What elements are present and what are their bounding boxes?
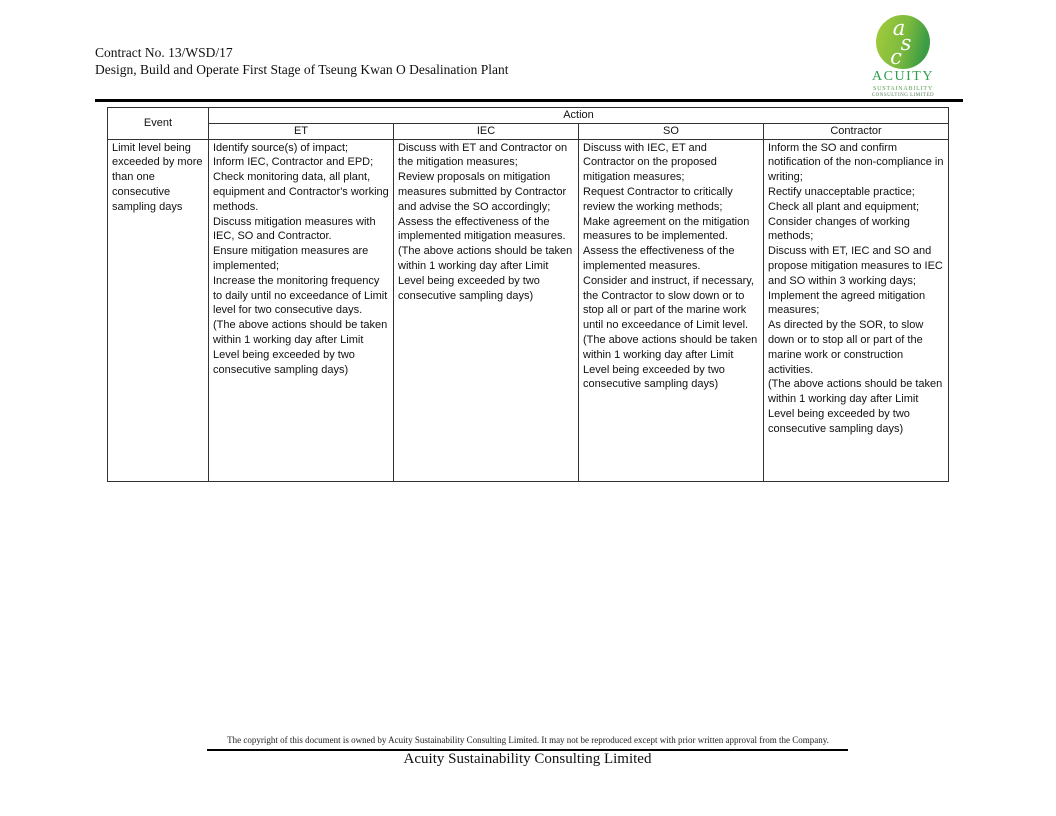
action-item: Ensure mitigation measures are implemented; — [213, 245, 369, 272]
logo-letter-s: s — [900, 31, 912, 55]
action-item: (The above actions should be taken within 1 working day after Limit Level being exceeded by two consecutive sampling days) — [398, 245, 573, 302]
project-title: Design, Build and Operate First Stage of Tseung Kwan O Desalination Plant — [95, 62, 509, 77]
logo-wordmark: ACUITY — [872, 69, 934, 84]
action-item: Discuss with IEC, ET and Contractor on the proposed mitigation measures; — [583, 141, 717, 184]
action-item: Request Contractor to critically review the working methods; — [583, 185, 733, 213]
action-item: Check all plant and equipment; — [768, 200, 920, 213]
acuity-logo — [866, 13, 940, 98]
et-actions-cell — [209, 139, 394, 481]
contract-number: Contract No. 13/WSD/17 — [95, 45, 233, 60]
action-item: (The above actions should be taken within 1 working day after Limit Level being exceeded by two consecutive sampling days) — [583, 333, 758, 391]
action-item: As directed by the SOR, to slow down or to stop all or part of the marine work or construction activities. — [768, 319, 924, 376]
so-actions-cell — [579, 139, 764, 481]
table-header-row-2 — [108, 123, 949, 139]
action-item: Check monitoring data, all plant, equipment and Contractor's working methods. — [213, 171, 389, 213]
header-divider-rule — [95, 99, 963, 102]
action-item: Consider changes of working methods; — [768, 215, 910, 243]
action-item: Implement the agreed mitigation measures; — [768, 289, 926, 317]
table-header-row-1 — [108, 108, 949, 124]
action-item: Inform the SO and confirm notification of the non-compliance in writing; — [768, 141, 944, 184]
column-header-action: Action — [209, 108, 949, 124]
copyright-notice: The copyright of this document is owned by Acuity Sustainability Consulting Limited. It may not be reproduced except with prior written approval from the Company. — [227, 735, 829, 745]
action-item: Increase the monitoring frequency to daily until no exceedance of Limit level for two consecutive days. — [213, 274, 388, 317]
table-row — [108, 139, 949, 481]
logo-letter-a: a — [892, 16, 906, 40]
action-item: (The above actions should be taken within 1 working day after Limit Level being exceeded by two consecutive sampling days) — [768, 378, 943, 435]
action-item: Inform IEC, Contractor and EPD; — [213, 156, 374, 169]
action-item: Rectify unacceptable practice; — [768, 185, 915, 198]
logo-subtitle-sustainability: SUSTAINABILITY — [872, 86, 934, 92]
event-cell: Limit level being exceeded by more than one consecutive sampling days — [108, 139, 209, 481]
action-item: Discuss mitigation measures with IEC, SO and Contractor. — [213, 215, 376, 243]
action-item: (The above actions should be taken within 1 working day after Limit Level being exceeded by two consecutive sampling days) — [213, 319, 388, 376]
column-header-iec: IEC — [394, 123, 579, 139]
column-header-event: Event — [108, 108, 209, 140]
column-header-et: ET — [209, 123, 394, 139]
action-item: Review proposals on mitigation measures submitted by Contractor and advise the SO accordingly; — [398, 171, 567, 213]
action-item: Assess the effectiveness of the implemented measures. — [583, 245, 735, 272]
event-action-table — [107, 107, 949, 482]
action-item: Discuss with ET and Contractor on the mitigation measures; — [398, 141, 568, 169]
company-name: Acuity Sustainability Consulting Limited — [403, 751, 652, 767]
iec-actions-cell — [394, 139, 579, 481]
action-item: Identify source(s) of impact; — [213, 141, 349, 154]
contractor-actions-cell — [764, 139, 949, 481]
action-item: Consider and instruct, if necessary, the Contractor to slow down or to stop all or part of the marine work until no exceedance of Limit level. — [583, 274, 754, 332]
column-header-contractor: Contractor — [764, 123, 949, 139]
action-item: Make agreement on the mitigation measures to be implemented. — [583, 215, 750, 243]
logo-subtitle-consulting: CONSULTING LIMITED — [871, 93, 935, 98]
action-item: Discuss with ET, IEC and SO and propose mitigation measures to IEC and SO within 3 working days; — [768, 245, 943, 287]
document-header — [95, 44, 509, 78]
column-header-so: SO — [579, 123, 764, 139]
action-item: Assess the effectiveness of the implemented mitigation measures. — [398, 215, 566, 243]
asc-monogram-icon — [872, 13, 934, 71]
logo-letter-c: c — [890, 45, 902, 69]
